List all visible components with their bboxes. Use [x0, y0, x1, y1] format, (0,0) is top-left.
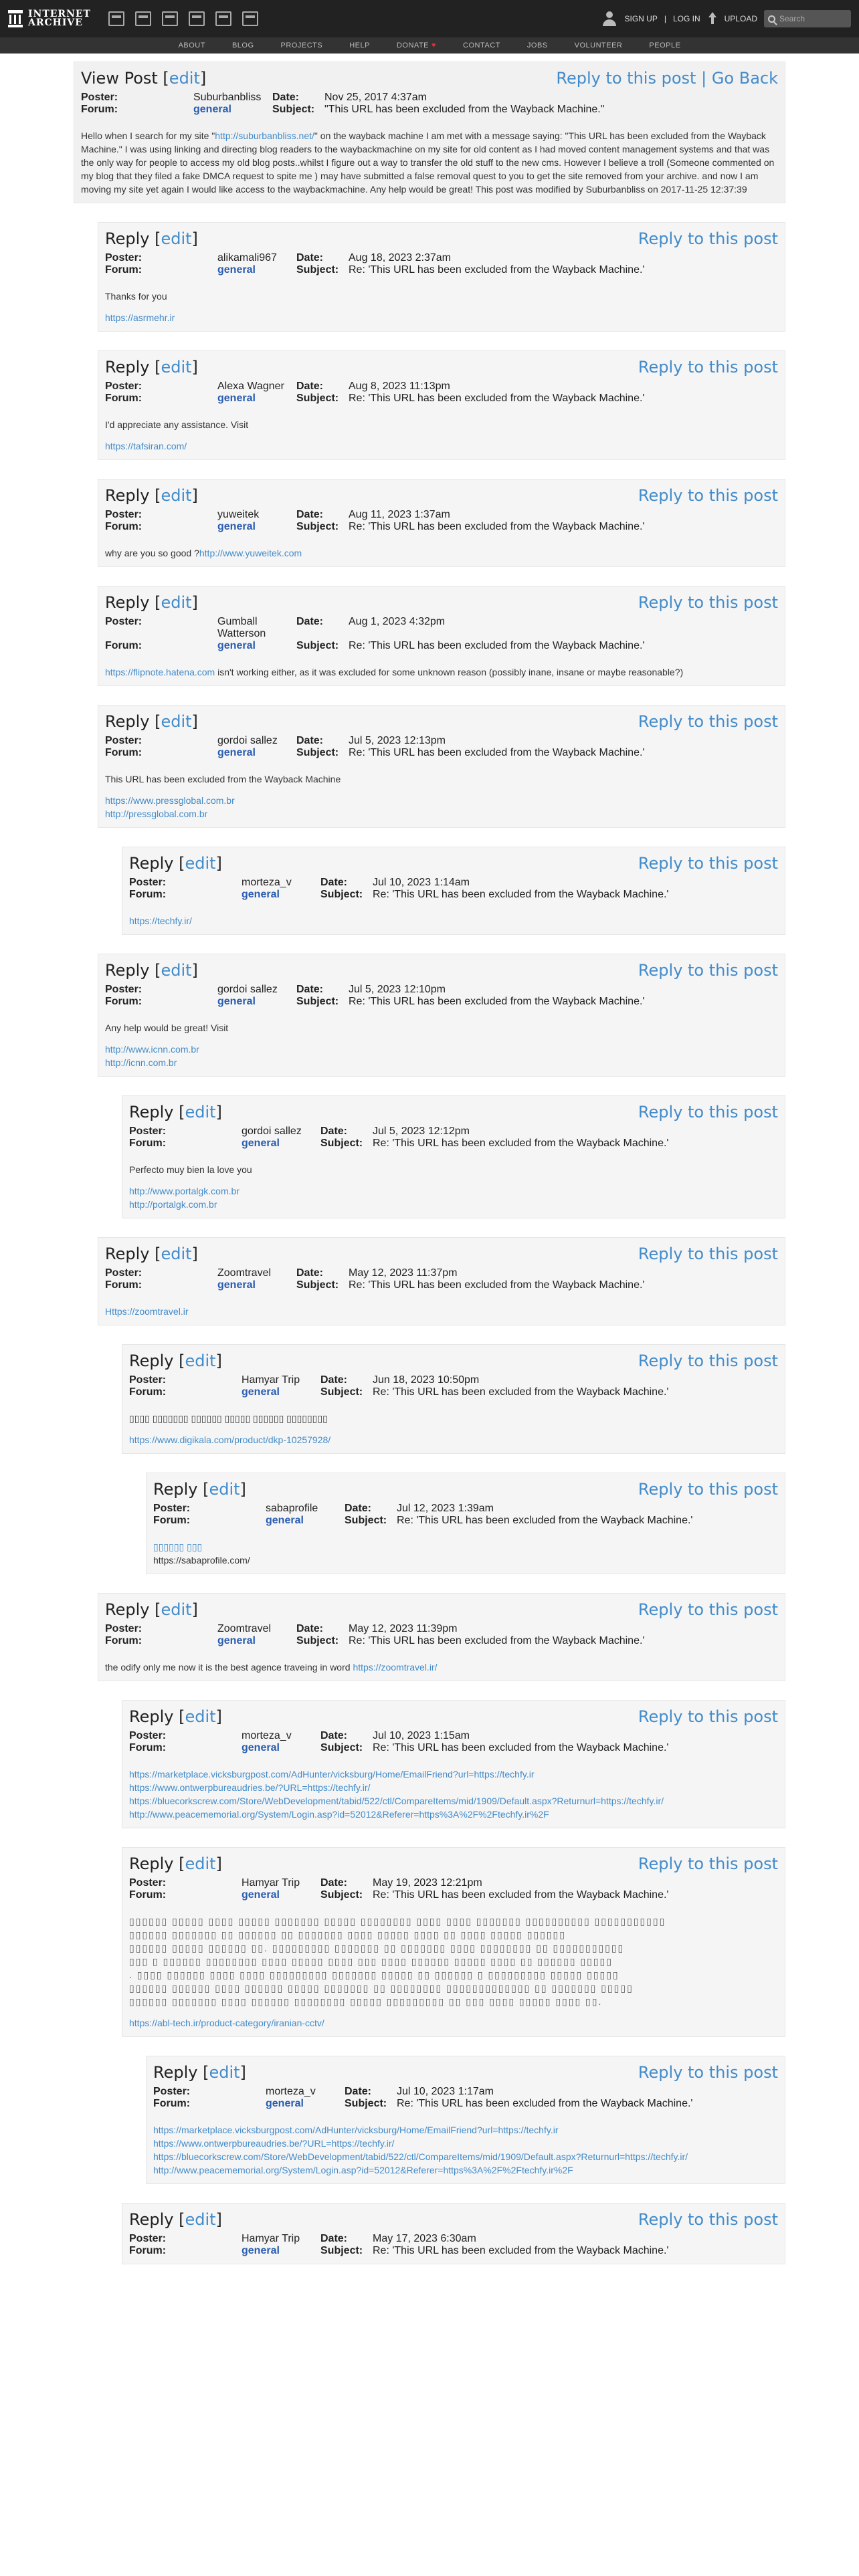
reply-post — [122, 1700, 785, 1828]
audio-icon[interactable] — [189, 11, 205, 26]
post-body: ▯▯▯▯ ▯▯▯▯▯▯▯ ▯▯▯▯▯▯ ▯▯▯▯▯ ▯▯▯▯▯▯ ▯▯▯▯▯▯▯▯ https://www.digikala.com/product/dkp-10257928/ — [129, 1413, 331, 1445]
body-link[interactable]: https://abl-tech.ir/product-category/iranian-cctv/ — [129, 2018, 324, 2028]
reply-post — [122, 1344, 785, 1454]
post-subject: Re: 'This URL has been excluded from the Wayback Machine.' — [349, 393, 645, 404]
reply-heading: Reply [edit] — [105, 1600, 198, 1619]
reply-heading: Reply [edit] — [105, 1245, 198, 1263]
edit-link[interactable]: edit — [161, 712, 192, 731]
forum-link[interactable]: general — [242, 2245, 280, 2256]
poster-name[interactable]: alikamali967 — [217, 252, 277, 263]
reply-heading: Reply [edit] — [129, 854, 222, 873]
post-date: Nov 25, 2017 4:37am — [324, 92, 427, 103]
search-icon[interactable] — [768, 15, 775, 23]
post-body: ▯▯▯▯▯▯ ▯▯▯ https://sabaprofile.com/ — [153, 1541, 250, 1566]
edit-link[interactable]: edit — [169, 69, 200, 88]
post-body: why are you so good ?http://www.yuweitek.com — [105, 548, 302, 558]
post-date: Aug 8, 2023 11:13pm — [349, 381, 450, 392]
poster-name[interactable]: Hamyar Trip — [242, 1877, 300, 1889]
poster-name[interactable]: gordoi sallez — [217, 735, 278, 746]
signup-link[interactable]: SIGN UP — [624, 14, 658, 23]
post-date: Jul 10, 2023 1:15am — [373, 1730, 470, 1741]
post-meta: Poster: Alexa Wagner Date: Aug 8, 2023 11:13pm Forum: general Subject: Re: 'This URL has been excluded from the Wayback Machine.' — [105, 381, 778, 405]
post-meta: Poster: Hamyar Trip Date: May 19, 2023 12:21pm Forum: general Subject: Re: 'This URL has been excluded from the Wayback Machine.' — [129, 1877, 778, 1901]
reply-to-post-link[interactable]: Reply to this post — [638, 2210, 778, 2229]
post-body — [153, 2123, 778, 2177]
edit-link[interactable]: edit — [185, 1707, 216, 1726]
upload-icon[interactable] — [707, 12, 718, 25]
reply-post — [98, 350, 785, 460]
poster-name[interactable]: Zoomtravel — [217, 1267, 272, 1279]
post-meta: Poster: gordoi sallez Date: Jul 5, 2023 12:13pm Forum: general Subject: Re: 'This URL has been excluded from the Wayback Machine.' — [105, 735, 778, 759]
post-date: May 12, 2023 11:37pm — [349, 1267, 458, 1279]
post-body: Hello when I search for my site "http://suburbanbliss.net/" on the wayback machine I am met with a message saying: "This URL has been excluded from the Wayback Machine." I was using linking and directing blog readers to the waybackmachine on my site for old content as I had moved content management systems and that was the only way for people to access my old blog posts..whilst I figure out a way to transfer the old stuff to the new cms. However I believe a troll (Someone commented on my blog that they filed a fake DMCA request to spite me ) may have submitted a false removal quest to you to get the site removed from your archive. and now I am moving my site yet again I would like access to the waybackmachine. Any help would be great! This post was modified by Suburbanbliss on 2017-11-25 12:37:39 — [81, 130, 775, 195]
archive-building-icon — [8, 10, 23, 27]
post-subject: Re: 'This URL has been excluded from the Wayback Machine.' — [373, 1386, 669, 1398]
reply-heading: Reply [edit] — [105, 229, 198, 248]
reply-post — [98, 1237, 785, 1325]
post-meta: Poster: alikamali967 Date: Aug 18, 2023 2:37am Forum: general Subject: Re: 'This URL has been excluded from the Wayback Machine.' — [105, 252, 778, 276]
reply-to-post-link[interactable]: Reply to this post — [638, 486, 778, 505]
poster-name[interactable]: morteza_v — [242, 1730, 292, 1741]
media-type-icons — [108, 11, 258, 26]
forum-link[interactable]: general — [217, 640, 256, 651]
reply-heading: Reply [edit] — [129, 1707, 222, 1726]
post-heading: View Post [edit] — [81, 69, 207, 88]
post-date: Jul 10, 2023 1:17am — [397, 2086, 494, 2097]
actions-separator: | — [701, 69, 707, 88]
reply-to-post-link[interactable]: Reply to this post — [556, 69, 696, 88]
post-subject: Re: 'This URL has been excluded from the Wayback Machine.' — [349, 747, 645, 758]
forum-thread — [74, 53, 785, 2264]
edit-link[interactable]: edit — [185, 1854, 216, 1873]
body-link[interactable]: https://bluecorkscrew.com/Store/WebDevelopment/tabid/522/ctl/CompareItems/mid/1909/Default.aspx?Returnurl=https://techfy.ir/ — [129, 1796, 664, 1806]
forum-link[interactable]: general — [266, 1515, 304, 1526]
images-icon[interactable] — [242, 11, 258, 26]
reply-to-post-link[interactable]: Reply to this post — [638, 593, 778, 612]
login-link[interactable]: LOG IN — [672, 14, 700, 23]
forum-link[interactable]: general — [193, 104, 231, 115]
body-link[interactable]: http://portalgk.com.br — [129, 1199, 217, 1210]
poster-name[interactable]: morteza_v — [266, 2086, 316, 2097]
reply-to-post-link[interactable]: Reply to this post — [638, 1600, 778, 1619]
forum-link[interactable]: general — [242, 1138, 280, 1149]
software-icon[interactable] — [215, 11, 231, 26]
reply-heading: Reply [edit] — [129, 1854, 222, 1873]
reply-to-post-link[interactable]: Reply to this post — [638, 1352, 778, 1370]
edit-link[interactable]: edit — [161, 593, 192, 612]
forum-link[interactable]: general — [217, 1279, 256, 1291]
post-subject: Re: 'This URL has been excluded from the Wayback Machine.' — [349, 1279, 645, 1291]
body-link[interactable]: https://bluecorkscrew.com/Store/WebDevelopment/tabid/522/ctl/CompareItems/mid/1909/Default.aspx?Returnurl=https://techfy.ir/ — [153, 2151, 688, 2162]
nav-contact[interactable]: CONTACT — [463, 41, 500, 49]
edit-link[interactable]: edit — [161, 1600, 192, 1619]
edit-link[interactable]: edit — [161, 229, 192, 248]
reply-heading: Reply [edit] — [105, 961, 198, 980]
post-body: This URL has been excluded from the Wayback Machine https://www.pressglobal.com.br http://pressglobal.com.br — [105, 774, 341, 819]
replies-list — [74, 222, 785, 2264]
forum-link[interactable]: general — [242, 1386, 280, 1398]
reply-post — [98, 1593, 785, 1681]
poster-name[interactable]: Zoomtravel — [217, 1623, 272, 1634]
reply-post — [122, 1095, 785, 1218]
forum-link[interactable]: general — [266, 2098, 304, 2109]
post-meta: Poster: Hamyar Trip Date: May 17, 2023 6:30am Forum: general Subject: Re: 'This URL has been excluded from the Wayback Machine.' — [129, 2233, 778, 2257]
poster-name[interactable]: gordoi sallez — [217, 984, 278, 995]
post-meta: Poster: sabaprofile Date: Jul 12, 2023 1:39am Forum: general Subject: Re: 'This URL has been excluded from the Wayback Machine.' — [153, 1503, 778, 1527]
poster-name[interactable]: sabaprofile — [266, 1503, 318, 1514]
poster-name[interactable]: Gumball Watterson — [217, 616, 266, 639]
edit-link[interactable]: edit — [185, 1103, 216, 1121]
post-body: Perfecto muy bien la love you http://www.portalgk.com.br http://portalgk.com.br — [129, 1164, 252, 1210]
post-date: Aug 1, 2023 4:32pm — [349, 616, 446, 627]
edit-link[interactable]: edit — [161, 358, 192, 377]
body-link[interactable]: https://www.ontwerpbureaudries.be/?URL=https://techfy.ir/ — [153, 2138, 395, 2149]
reply-to-post-link[interactable]: Reply to this post — [638, 1480, 778, 1499]
root-post — [74, 62, 785, 203]
edit-link[interactable]: edit — [185, 2210, 216, 2229]
reply-heading: Reply [edit] — [153, 2063, 246, 2082]
user-icon[interactable] — [601, 11, 617, 27]
forum-link[interactable]: general — [242, 1742, 280, 1753]
reply-to-post-link[interactable]: Reply to this post — [638, 961, 778, 980]
post-body: ▯▯▯▯▯▯ ▯▯▯▯▯ ▯▯▯▯ ▯▯▯▯▯ ▯▯▯▯▯▯▯ ▯▯▯▯▯ ▯▯▯▯▯▯▯▯ ▯▯▯▯ ▯▯▯▯ ▯▯▯▯▯▯▯ ▯▯▯▯▯▯▯▯▯▯ ▯▯▯▯▯▯▯▯▯▯▯ ▯▯▯▯▯▯ ▯▯▯▯▯▯▯ ▯▯ ▯▯▯▯▯▯ ▯▯ ▯▯▯▯▯▯▯ ▯▯▯▯ ▯▯▯▯▯ ▯▯▯▯ ▯▯ ▯▯▯▯ ▯▯▯▯▯ ▯▯▯▯▯▯ ▯▯▯▯▯▯ ▯▯▯▯▯ ▯▯▯▯▯▯ ▯▯. ▯▯▯▯▯▯▯▯▯ ▯▯▯▯▯▯▯ ▯▯ ▯▯▯▯▯▯▯ ▯▯▯▯ ▯▯▯▯▯▯▯▯ ▯▯ ▯▯▯▯▯▯▯▯▯▯▯ ▯▯▯ ▯ ▯▯▯▯▯▯ ▯▯▯▯▯▯▯▯ ▯▯▯▯ ▯▯▯▯▯ ▯▯▯▯ ▯▯▯ ▯▯▯▯ ▯▯▯▯▯▯ ▯▯▯▯▯ ▯▯▯▯ ▯▯ ▯▯▯▯▯▯ ▯▯▯▯▯ . ▯▯▯▯ ▯▯▯▯▯▯ ▯▯▯▯ ▯▯▯▯ ▯▯▯▯▯▯▯▯▯ ▯▯▯▯▯▯▯ ▯▯▯▯▯ ▯▯ ▯▯▯▯▯▯ ▯ ▯▯▯▯▯▯▯▯▯ ▯▯▯▯▯ ▯▯▯▯▯ ▯▯▯▯▯▯ ▯▯▯▯▯▯ ▯▯▯▯ ▯▯▯▯▯▯ ▯▯▯▯▯ ▯▯▯▯▯▯▯ ▯▯ ▯▯▯▯▯▯▯▯ ▯▯▯▯▯▯▯▯▯▯▯▯▯ ▯▯ ▯▯▯▯▯▯▯ ▯▯▯▯▯ ▯▯▯▯▯▯ ▯▯▯▯▯▯▯ ▯▯▯▯ ▯▯▯▯▯▯ ▯▯▯▯▯▯▯▯ ▯▯▯▯▯ ▯▯▯▯▯▯▯▯▯ ▯▯ ▯▯▯ ▯▯▯▯ ▯▯▯▯▯ ▯▯▯▯ ▯▯. https://abl-tech.ir/product-category/iranian-cctv/ — [129, 1916, 666, 2028]
post-date: May 17, 2023 6:30am — [373, 2233, 476, 2244]
edit-link[interactable]: edit — [209, 2063, 240, 2082]
reply-heading: Reply [edit] — [153, 1480, 246, 1499]
edit-link[interactable]: edit — [161, 961, 192, 980]
forum-link[interactable]: general — [242, 889, 280, 900]
nav-help[interactable]: HELP — [349, 41, 370, 49]
post-date: Jul 10, 2023 1:14am — [373, 877, 470, 888]
post-subject: Re: 'This URL has been excluded from the Wayback Machine.' — [349, 1635, 645, 1646]
body-link[interactable]: http://icnn.com.br — [105, 1057, 177, 1068]
post-body: Thanks for you https://asrmehr.ir — [105, 291, 175, 323]
reply-post — [98, 586, 785, 686]
post-subject: "This URL has been excluded from the Wayback Machine." — [324, 104, 605, 115]
body-link[interactable]: https://www.digikala.com/product/dkp-10257928/ — [129, 1434, 331, 1445]
post-meta: Poster: Hamyar Trip Date: Jun 18, 2023 10:50pm Forum: general Subject: Re: 'This URL has been excluded from the Wayback Machine.' — [129, 1374, 778, 1398]
sub-navigation — [0, 37, 859, 53]
poster-name[interactable]: Hamyar Trip — [242, 1374, 300, 1386]
poster-name[interactable]: morteza_v — [242, 877, 292, 888]
reply-post — [146, 2056, 785, 2184]
post-meta: Poster: gordoi sallez Date: Jul 5, 2023 12:12pm Forum: general Subject: Re: 'This URL has been excluded from the Wayback Machine.' — [129, 1125, 778, 1150]
account-tools — [601, 10, 851, 27]
nav-projects[interactable]: PROJECTS — [280, 41, 323, 49]
poster-name[interactable]: Suburbanbliss — [193, 92, 262, 103]
post-subject: Re: 'This URL has been excluded from the Wayback Machine.' — [397, 1515, 693, 1526]
logo-wordmark: INTERNET ARCHIVE — [28, 9, 91, 28]
forum-link[interactable]: general — [217, 996, 256, 1007]
post-meta: Poster: Zoomtravel Date: May 12, 2023 11:39pm Forum: general Subject: Re: 'This URL has been excluded from the Wayback Machine.' — [105, 1623, 778, 1647]
reply-heading: Reply [edit] — [129, 2210, 222, 2229]
nav-donate[interactable]: DONATE ♥ — [396, 41, 437, 49]
post-date: Jul 5, 2023 12:13pm — [349, 735, 446, 746]
nav-jobs[interactable]: JOBS — [527, 41, 548, 49]
post-meta: Poster: Suburbanbliss Date: Nov 25, 2017 4:37am Forum: general Subject: "This URL has been excluded from the Wayback Machine." — [81, 92, 778, 116]
body-link[interactable]: https://www.ontwerpbureaudries.be/?URL=https://techfy.ir/ — [129, 1782, 371, 1793]
reply-to-post-link[interactable]: Reply to this post — [638, 712, 778, 731]
post-body: https://flipnote.hatena.com isn't working either, as it was excluded for some unknown reason (possibly inane, insane or maybe reasonable?) — [105, 667, 684, 677]
post-date: Jul 5, 2023 12:12pm — [373, 1125, 470, 1137]
post-date: Aug 18, 2023 2:37am — [349, 252, 452, 263]
post-subject: Re: 'This URL has been excluded from the Wayback Machine.' — [349, 996, 645, 1007]
reply-post — [98, 705, 785, 828]
poster-name[interactable]: Hamyar Trip — [242, 2233, 300, 2244]
body-link[interactable]: https://marketplace.vicksburgpost.com/AdHunter/vicksburg/Home/EmailFriend?url=https://techfy.ir — [129, 1769, 535, 1780]
post-body — [105, 1305, 778, 1318]
post-date: Jun 18, 2023 10:50pm — [373, 1374, 480, 1386]
nav-about[interactable]: ABOUT — [178, 41, 205, 49]
post-subject: Re: 'This URL has been excluded from the Wayback Machine.' — [349, 521, 645, 532]
post-subject: Re: 'This URL has been excluded from the Wayback Machine.' — [397, 2098, 693, 2109]
body-link[interactable]: http://suburbanbliss.net/ — [215, 130, 314, 141]
reply-to-post-link[interactable]: Reply to this post — [638, 1854, 778, 1873]
reply-post — [98, 954, 785, 1077]
web-icon[interactable] — [108, 11, 124, 26]
forum-link[interactable]: general — [217, 1635, 256, 1646]
reply-to-post-link[interactable]: Reply to this post — [638, 229, 778, 248]
post-date: Jul 5, 2023 12:10pm — [349, 984, 446, 995]
video-icon[interactable] — [162, 11, 178, 26]
poster-name[interactable]: yuweitek — [217, 509, 260, 520]
search-box[interactable] — [764, 10, 851, 27]
body-link[interactable]: http://www.yuweitek.com — [199, 548, 302, 558]
internet-archive-logo[interactable] — [8, 10, 91, 27]
post-body: I'd appreciate any assistance. Visit https://tafsiran.com/ — [105, 419, 249, 451]
post-subject: Re: 'This URL has been excluded from the Wayback Machine.' — [373, 2245, 669, 2256]
post-subject: Re: 'This URL has been excluded from the Wayback Machine.' — [373, 1742, 669, 1753]
edit-link[interactable]: edit — [161, 486, 192, 505]
post-body — [129, 1767, 778, 1821]
top-navbar — [0, 0, 859, 37]
reply-to-post-link[interactable]: Reply to this post — [638, 1245, 778, 1263]
post-actions — [556, 69, 778, 88]
reply-to-post-link[interactable]: Reply to this post — [638, 1707, 778, 1726]
forum-link[interactable]: general — [217, 747, 256, 758]
reply-post — [146, 1473, 785, 1574]
forum-link[interactable]: general — [217, 521, 256, 532]
post-meta: Poster: morteza_v Date: Jul 10, 2023 1:17am Forum: general Subject: Re: 'This URL has been excluded from the Wayback Machine.' — [153, 2086, 778, 2110]
edit-link[interactable]: edit — [185, 854, 216, 873]
nav-people[interactable]: PEOPLE — [649, 41, 681, 49]
post-body: Any help would be great! Visit http://www.icnn.com.br http://icnn.com.br — [105, 1023, 229, 1068]
body-link[interactable]: https://tafsiran.com/ — [105, 441, 187, 451]
post-date: Aug 11, 2023 1:37am — [349, 509, 450, 520]
post-meta: Poster: Zoomtravel Date: May 12, 2023 11:37pm Forum: general Subject: Re: 'This URL has been excluded from the Wayback Machine.' — [105, 1267, 778, 1291]
reply-heading: Reply [edit] — [105, 712, 198, 731]
reply-heading: Reply [edit] — [105, 358, 198, 377]
post-subject: Re: 'This URL has been excluded from the Wayback Machine.' — [373, 1889, 669, 1901]
reply-post — [122, 1847, 785, 2037]
reply-to-post-link[interactable]: Reply to this post — [638, 854, 778, 873]
forum-link[interactable]: general — [217, 393, 256, 404]
nav-blog[interactable]: BLOG — [231, 41, 254, 49]
post-date: May 12, 2023 11:39pm — [349, 1623, 458, 1634]
body-link[interactable]: https://marketplace.vicksburgpost.com/AdHunter/vicksburg/Home/EmailFriend?url=https://techfy.ir — [153, 2125, 559, 2135]
heart-icon: ♥ — [432, 41, 437, 49]
post-meta: Poster: morteza_v Date: Jul 10, 2023 1:15am Forum: general Subject: Re: 'This URL has been excluded from the Wayback Machine.' — [129, 1730, 778, 1754]
texts-icon[interactable] — [135, 11, 151, 26]
reply-to-post-link[interactable]: Reply to this post — [638, 2063, 778, 2082]
body-link[interactable]: http://www.portalgk.com.br — [129, 1186, 240, 1196]
reply-post — [98, 222, 785, 332]
nav-volunteer[interactable]: VOLUNTEER — [574, 41, 623, 49]
upload-link[interactable]: UPLOAD — [724, 14, 757, 23]
reply-post — [122, 847, 785, 935]
body-link[interactable]: http://www.peacememorial.org/System/Login.asp?id=52012&Referer=https%3A%2F%2Ftechfy.ir%2F — [129, 1809, 549, 1820]
post-subject: Re: 'This URL has been excluded from the Wayback Machine.' — [349, 264, 645, 276]
post-date: May 19, 2023 12:21pm — [373, 1877, 482, 1889]
post-subject: Re: 'This URL has been excluded from the Wayback Machine.' — [349, 640, 645, 651]
post-subject: Re: 'This URL has been excluded from the Wayback Machine.' — [373, 889, 669, 900]
reply-heading: Reply [edit] — [129, 1352, 222, 1370]
body-link[interactable]: https://www.pressglobal.com.br — [105, 795, 235, 806]
post-meta: Poster: Gumball Watterson Date: Aug 1, 2023 4:32pm Forum: general Subject: Re: 'This URL has been excluded from the Wayback Machine.' — [105, 616, 778, 652]
edit-link[interactable]: edit — [185, 1352, 216, 1370]
body-link[interactable]: ▯▯▯▯▯▯ ▯▯▯ — [153, 1541, 203, 1552]
post-meta: Poster: morteza_v Date: Jul 10, 2023 1:14am Forum: general Subject: Re: 'This URL has been excluded from the Wayback Machine.' — [129, 877, 778, 901]
signup-login-separator: | — [664, 14, 666, 23]
reply-to-post-link[interactable]: Reply to this post — [638, 1103, 778, 1121]
reply-post — [122, 2203, 785, 2264]
poster-name[interactable]: gordoi sallez — [242, 1125, 302, 1137]
post-meta: Poster: gordoi sallez Date: Jul 5, 2023 12:10pm Forum: general Subject: Re: 'This URL has been excluded from the Wayback Machine.' — [105, 984, 778, 1008]
body-link[interactable]: http://www.peacememorial.org/System/Login.asp?id=52012&Referer=https%3A%2F%2Ftechfy.ir%2F — [153, 2165, 573, 2175]
body-link[interactable]: http://pressglobal.com.br — [105, 809, 208, 819]
reply-post — [98, 479, 785, 567]
body-link[interactable]: https://techfy.ir/ — [129, 916, 192, 926]
reply-heading: Reply [edit] — [105, 486, 198, 505]
search-input[interactable] — [778, 13, 845, 24]
post-date: Jul 12, 2023 1:39am — [397, 1503, 494, 1514]
post-body: the odify only me now it is the best agence traveing in word https://zoomtravel.ir/ — [105, 1662, 438, 1673]
go-back-link[interactable]: Go Back — [711, 69, 778, 88]
reply-heading: Reply [edit] — [105, 593, 198, 612]
body-link[interactable]: http://www.icnn.com.br — [105, 1044, 199, 1055]
post-subject: Re: 'This URL has been excluded from the Wayback Machine.' — [373, 1138, 669, 1149]
post-body — [129, 914, 778, 928]
body-link[interactable]: https://flipnote.hatena.com — [105, 667, 215, 677]
reply-to-post-link[interactable]: Reply to this post — [638, 358, 778, 377]
edit-link[interactable]: edit — [209, 1480, 240, 1499]
post-meta: Poster: yuweitek Date: Aug 11, 2023 1:37am Forum: general Subject: Re: 'This URL has been excluded from the Wayback Machine.' — [105, 509, 778, 533]
edit-link[interactable]: edit — [161, 1245, 192, 1263]
body-link[interactable]: Https://zoomtravel.ir — [105, 1306, 189, 1317]
body-link[interactable]: https://asrmehr.ir — [105, 312, 175, 323]
forum-link[interactable]: general — [242, 1889, 280, 1901]
reply-heading: Reply [edit] — [129, 1103, 222, 1121]
poster-name[interactable]: Alexa Wagner — [217, 381, 284, 392]
forum-link[interactable]: general — [217, 264, 256, 276]
body-link[interactable]: https://zoomtravel.ir/ — [353, 1662, 438, 1673]
